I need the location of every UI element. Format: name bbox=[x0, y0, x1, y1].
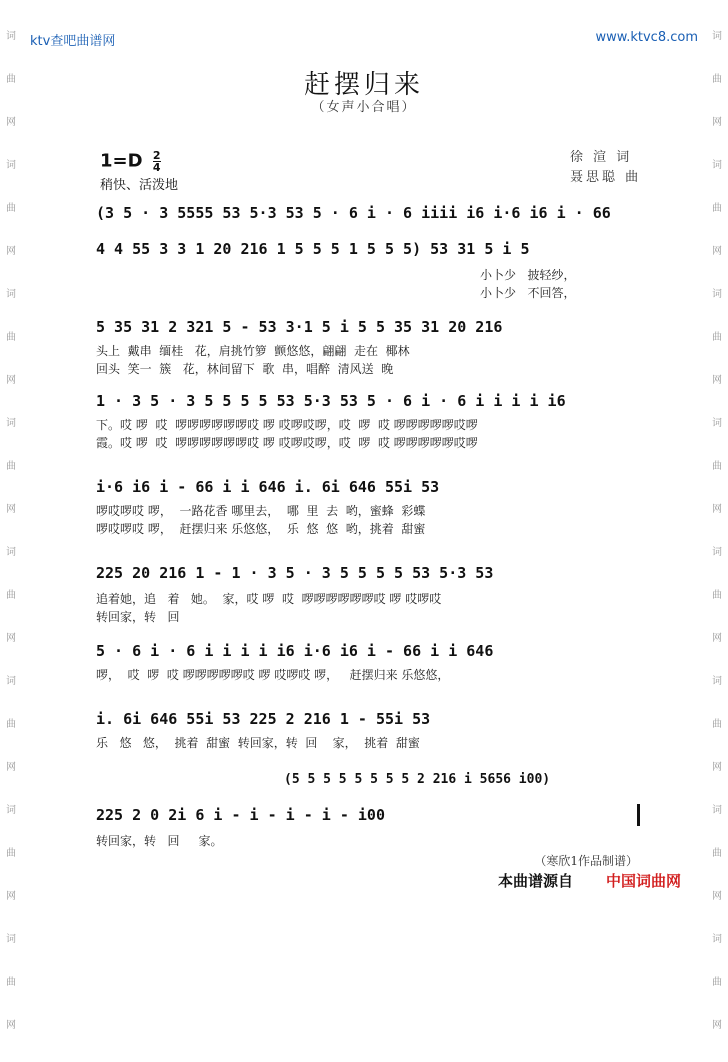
margin-watermark-char: 曲 bbox=[712, 590, 722, 601]
margin-watermark-char: 曲 bbox=[6, 977, 16, 988]
margin-watermark-char: 曲 bbox=[712, 848, 722, 859]
margin-watermark-char: 曲 bbox=[6, 332, 16, 343]
lyric-7-verse-1: 啰， 哎 啰 哎 啰啰啰啰啰哎 啰 哎啰哎 啰， 赶摆归来 乐悠悠， bbox=[96, 668, 450, 682]
margin-watermark-char: 网 bbox=[6, 117, 16, 128]
score-line-5: i·6 i6 i - 66 i i 646 i. 6i 646 55i 53 bbox=[96, 478, 440, 496]
score-line-7: 5 · 6 i · 6 i i i i i6 i·6 i6 i - 66 i i 646 bbox=[96, 642, 494, 660]
key-label: 1=D bbox=[100, 150, 143, 172]
margin-watermark-char: 曲 bbox=[6, 848, 16, 859]
margin-watermark-char: 网 bbox=[712, 375, 722, 386]
right-margin-watermark bbox=[710, 30, 724, 1062]
song-subtitle: （女声小合唱） bbox=[311, 100, 417, 115]
time-top: 2 bbox=[152, 149, 161, 162]
lyric-5-verse-2: 啰哎啰哎 啰， 赶摆归来 乐悠悠， 乐 悠 悠 哟，挑着 甜蜜 bbox=[96, 522, 426, 536]
margin-watermark-char: 曲 bbox=[6, 719, 16, 730]
margin-watermark-char: 网 bbox=[6, 762, 16, 773]
margin-watermark-char: 曲 bbox=[6, 203, 16, 214]
score-line-8: i. 6i 646 55i 53 225 2 216 1 - 55i 53 bbox=[96, 710, 431, 728]
margin-watermark-char: 曲 bbox=[712, 74, 722, 85]
margin-watermark-char: 网 bbox=[6, 246, 16, 257]
margin-watermark-char: 词 bbox=[712, 418, 722, 429]
margin-watermark-char: 曲 bbox=[712, 977, 722, 988]
lyric-8-verse-1: 乐 悠 悠， 挑着 甜蜜 转回家，转 回 家， 挑着 甜蜜 bbox=[96, 736, 420, 750]
score-line-6: 225 20 216 1 - 1 · 3 5 · 3 5 5 5 5 53 5·3 53 bbox=[96, 564, 494, 582]
margin-watermark-char: 词 bbox=[6, 934, 16, 945]
score-line-9-upper: (5 5 5 5 5 5 5 5 2 216 i 5656 i00) bbox=[284, 772, 551, 787]
margin-watermark-char: 曲 bbox=[6, 461, 16, 472]
margin-watermark-char: 网 bbox=[6, 1020, 16, 1031]
margin-watermark-char: 网 bbox=[712, 762, 722, 773]
time-signature bbox=[153, 150, 161, 173]
margin-watermark-char: 曲 bbox=[712, 461, 722, 472]
margin-watermark-char: 网 bbox=[712, 891, 722, 902]
margin-watermark-char: 词 bbox=[6, 676, 16, 687]
lyric-9-verse-1: 转回家，转 回 家。 bbox=[96, 834, 223, 848]
margin-watermark-char: 词 bbox=[712, 289, 722, 300]
score-line-2: 4 4 55 3 3 1 20 216 1 5 5 5 1 5 5 5) 53 31 5 i 5 bbox=[96, 240, 530, 258]
time-bottom: 4 bbox=[152, 161, 161, 174]
arranger-note: （寒欣1作品制谱） bbox=[534, 854, 638, 868]
margin-watermark-char: 词 bbox=[712, 805, 722, 816]
site-left-label: ktv查吧曲谱网 bbox=[30, 34, 116, 49]
margin-watermark-char: 网 bbox=[6, 504, 16, 515]
margin-watermark-char: 词 bbox=[6, 805, 16, 816]
score-line-4: 1 · 3 5 · 3 5 5 5 5 53 5·3 53 5 · 6 i · 6 i i i i i6 bbox=[96, 392, 566, 410]
lyric-2-verse-1: 小卜少 披轻纱， bbox=[480, 268, 576, 282]
score-line-1: (3 5 · 3 5555 53 5·3 53 5 · 6 i · 6 iiii i6 i·6 i6 i · 66 bbox=[96, 204, 611, 222]
lyric-4-verse-2: 霞。哎 啰 哎 啰啰啰啰啰啰哎 啰 哎啰哎啰，哎 啰 哎 啰啰啰啰啰哎啰 bbox=[96, 436, 478, 450]
song-title: 赶摆归来 bbox=[303, 70, 424, 100]
lyric-3-verse-2: 回头 笑一 簇 花，林间留下 歌 串，唱醉 清风送 晚 bbox=[96, 362, 394, 376]
margin-watermark-char: 词 bbox=[712, 676, 722, 687]
final-barline bbox=[637, 804, 640, 826]
margin-watermark-char: 词 bbox=[6, 547, 16, 558]
key-signature bbox=[100, 150, 161, 173]
source-label: 本曲谱源自 bbox=[498, 872, 574, 890]
margin-watermark-char: 网 bbox=[6, 891, 16, 902]
margin-watermark-char: 网 bbox=[712, 633, 722, 644]
margin-watermark-char: 曲 bbox=[712, 203, 722, 214]
margin-watermark-char: 词 bbox=[712, 934, 722, 945]
lyric-2-verse-2: 小卜少 不回答， bbox=[480, 286, 576, 300]
lyric-6-verse-2: 转回家，转 回 bbox=[96, 610, 180, 624]
margin-watermark-char: 词 bbox=[6, 418, 16, 429]
margin-watermark-char: 曲 bbox=[6, 74, 16, 85]
margin-watermark-char: 词 bbox=[712, 160, 722, 171]
score-line-9: 225 2 0 2i 6 i - i - i - i - i00 bbox=[96, 806, 385, 824]
margin-watermark-char: 词 bbox=[6, 160, 16, 171]
margin-watermark-char: 曲 bbox=[6, 590, 16, 601]
margin-watermark-char: 网 bbox=[6, 375, 16, 386]
margin-watermark-char: 词 bbox=[712, 547, 722, 558]
margin-watermark-char: 曲 bbox=[712, 719, 722, 730]
margin-watermark-char: 曲 bbox=[712, 332, 722, 343]
lyric-6-verse-1: 追着她，追 着 她。 家，哎 啰 哎 啰啰啰啰啰啰哎 啰 哎啰哎 bbox=[96, 592, 442, 606]
margin-watermark-char: 网 bbox=[712, 504, 722, 515]
margin-watermark-char: 网 bbox=[712, 1020, 722, 1031]
margin-watermark-char: 词 bbox=[6, 289, 16, 300]
score-line-3: 5 35 31 2 321 5 - 53 3·1 5 i 5 5 35 31 20 216 bbox=[96, 318, 503, 336]
composer-credit: 聂思聪 曲 bbox=[570, 170, 642, 185]
lyric-5-verse-1: 啰哎啰哎 啰， 一路花香 哪里去， 哪 里 去 哟，蜜蜂 彩蝶 bbox=[96, 504, 426, 518]
margin-watermark-char: 词 bbox=[6, 31, 16, 42]
left-margin-watermark bbox=[4, 30, 18, 1062]
margin-watermark-char: 网 bbox=[6, 633, 16, 644]
tempo-marking: 稍快、活泼地 bbox=[100, 178, 179, 193]
margin-watermark-char: 网 bbox=[712, 246, 722, 257]
site-right-url[interactable]: www.ktvc8.com bbox=[595, 30, 698, 45]
lyric-3-verse-1: 头上 戴串 缅桂 花，肩挑竹箩 颤悠悠，翩翩 走在 椰林 bbox=[96, 344, 410, 358]
source-site-link[interactable]: 中国词曲网 bbox=[606, 872, 682, 890]
lyricist-credit: 徐 渲 词 bbox=[570, 150, 633, 165]
lyric-4-verse-1: 下。哎 啰 哎 啰啰啰啰啰啰哎 啰 哎啰哎啰，哎 啰 哎 啰啰啰啰啰哎啰 bbox=[96, 418, 478, 432]
margin-watermark-char: 网 bbox=[712, 117, 722, 128]
margin-watermark-char: 词 bbox=[712, 31, 722, 42]
